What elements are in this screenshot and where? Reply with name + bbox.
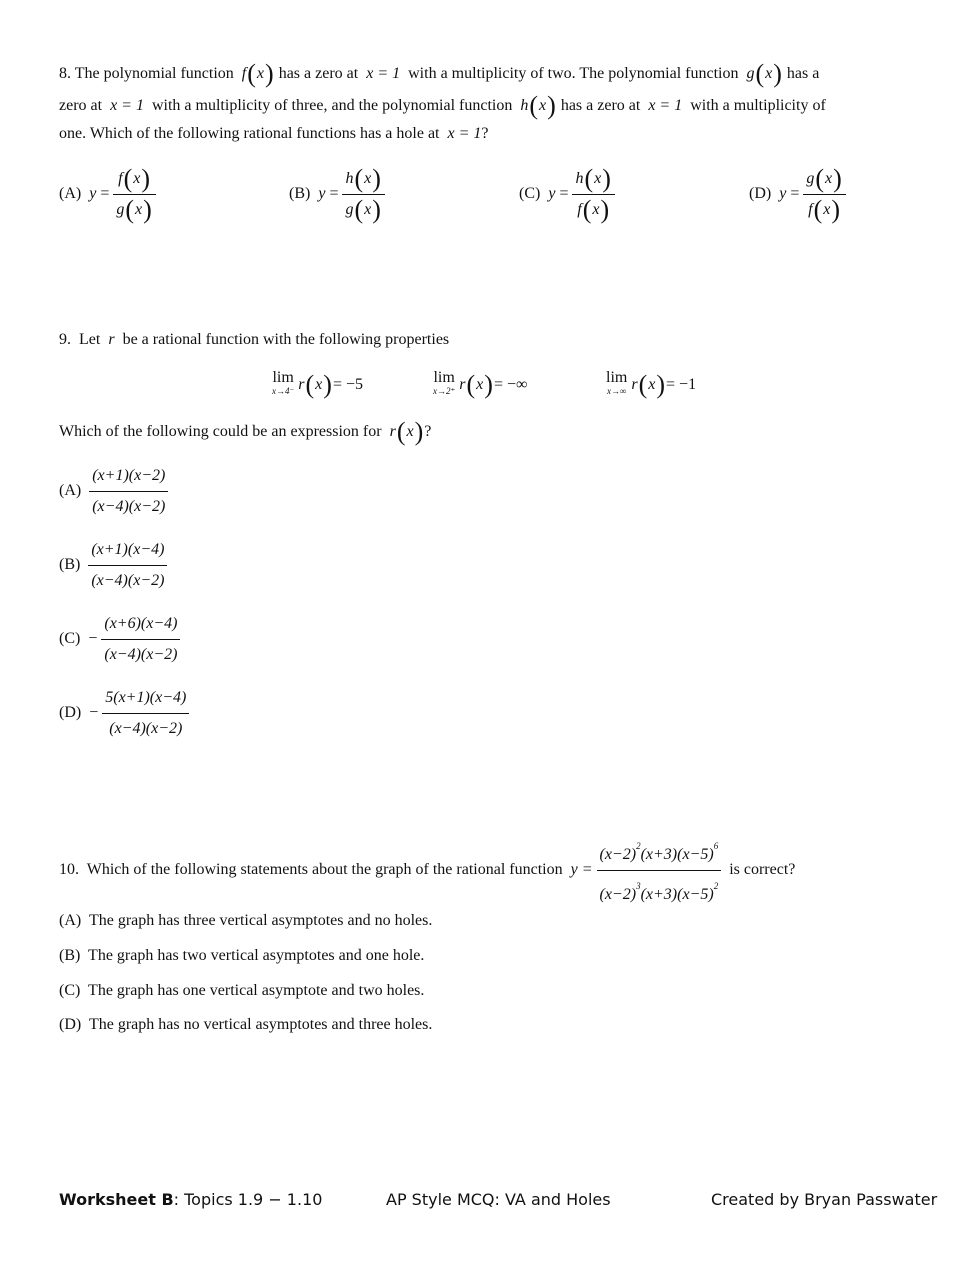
q9-question: Which of the following could be an expression for r(x)? <box>59 417 432 446</box>
footer-title: AP Style MCQ: VA and Holes <box>386 1190 611 1209</box>
q10-choice-a[interactable]: (A) The graph has three vertical asymptotes and no holes. <box>59 912 433 929</box>
q10-number: 10. <box>59 861 79 879</box>
q9-number: 9. <box>59 331 71 348</box>
q9-choice-c[interactable]: (C) − $\frac{(x+6)(x-4)}{(x-4)(x-2)}$ <box>59 611 180 668</box>
q8-choice-d[interactable]: (D) y = $\frac{g(x)}{f(x)}$ <box>749 166 846 223</box>
q9-line-1: 9. Let r be a rational function with the following properties <box>59 331 450 348</box>
footer-author: Created by Bryan Passwater <box>711 1190 938 1209</box>
q8-choice-a[interactable]: (A) y = $\frac{f(x)}{g(x)}$ <box>59 166 156 223</box>
q9-limit-1: lim x→4⁻ r(x)= −5 <box>272 369 363 399</box>
q10-stem: 10. Which of the following statements about the graph of the rational function y = $\frac{(x-2)^2(x+3)(x-5)^6}{(x-2)^3(x+3)(x-5)^2}$ is correct? <box>59 833 795 908</box>
q10-choice-c[interactable]: (C) The graph has one vertical asymptote and two holes. <box>59 982 425 999</box>
q9-limit-2: lim x→2⁺ r(x)= −∞ <box>433 369 528 399</box>
q8-line-1: 8. The polynomial function f(x) has a zero at x = 1 with a multiplicity of two. The polynomial function g(x) has a <box>59 59 820 88</box>
q10-choice-d[interactable]: (D) The graph has no vertical asymptotes and three holes. <box>59 1016 433 1033</box>
q8-choice-b[interactable]: (B) y = $\frac{h(x)}{g(x)}$ <box>289 166 385 223</box>
q9-choice-b[interactable]: (B) $\frac{(x+1)(x-4)}{(x-4)(x-2)}$ <box>59 537 167 594</box>
q8-number: 8. <box>59 65 71 82</box>
q10-expression: $\frac{(x-2)^2(x+3)(x-5)^6}{(x-2)^3(x+3)(x-5)^2}$ <box>597 833 722 908</box>
q8-line-3: one. Which of the following rational functions has a hole at x = 1? <box>59 125 489 142</box>
q9-choice-a[interactable]: (A) $\frac{(x+1)(x-2)}{(x-4)(x-2)}$ <box>59 463 168 520</box>
q9-limit-3: lim x→∞ r(x)= −1 <box>606 369 697 399</box>
q8-choice-c[interactable]: (C) y = $\frac{h(x)}{f(x)}$ <box>519 166 615 223</box>
q8-line-2: zero at x = 1 with a multiplicity of three, and the polynomial function h(x) has a zero at x = 1 with a multiplicity of <box>59 91 826 120</box>
q10-choice-b[interactable]: (B) The graph has two vertical asymptotes and one hole. <box>59 947 425 964</box>
footer-worksheet: Worksheet B: Topics 1.9 − 1.10 <box>59 1190 323 1209</box>
q9-choice-d[interactable]: (D) − $\frac{5(x+1)(x-4)}{(x-4)(x-2)}$ <box>59 685 189 742</box>
